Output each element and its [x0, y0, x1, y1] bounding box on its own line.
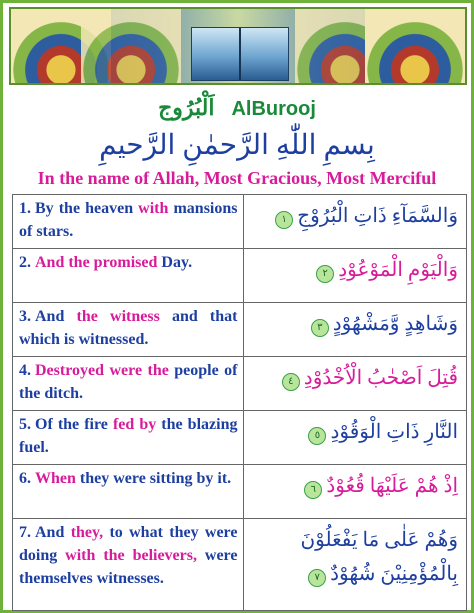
ornament-right: [365, 9, 465, 85]
verse-row: [13, 249, 467, 303]
verse-arabic: [244, 411, 467, 465]
verse-row: [13, 411, 467, 465]
surah-title-latin: AlBurooj: [231, 98, 316, 120]
ayah-end-marker-icon: ١: [275, 211, 293, 229]
header-banner-image: [9, 7, 467, 85]
ayah-end-marker-icon: ٧: [308, 569, 326, 587]
verse-translation: [13, 411, 244, 465]
translation-fragment: Of the fire: [35, 416, 113, 433]
verse-number: 3.: [19, 308, 31, 325]
open-book-image: [191, 27, 289, 81]
arabic-text: اِذْ هُمْ عَلَيْهَا قُعُوْدٌ: [326, 475, 458, 497]
verse-number: 2.: [19, 254, 31, 271]
translation-fragment: the blazing fuel.: [19, 416, 238, 456]
translation-fragment: people of the ditch.: [19, 362, 238, 402]
arabic-text: وَهُمْ عَلٰى مَا يَفْعَلُوْنَ بِالْمُؤْمِنِيْنَ شُهُوْدٌ: [300, 529, 458, 585]
verse-arabic: [244, 357, 467, 411]
verses-table: [12, 194, 467, 611]
verse-translation: [13, 195, 244, 249]
arabic-text: وَالسَّمَآءِ ذَاتِ الْبُرُوْجِ: [297, 205, 458, 227]
ayah-end-marker-icon: ٥: [308, 427, 326, 445]
arabic-text: النَّارِ ذَاتِ الْوَقُوْدِ: [330, 421, 458, 443]
ayah-end-marker-icon: ٣: [311, 319, 329, 337]
translation-fragment: and that which is witnessed.: [19, 308, 238, 348]
ayah-end-marker-icon: ٤: [282, 373, 300, 391]
verse-row: [13, 519, 467, 611]
translation-fragment: they,: [70, 524, 104, 541]
translation-fragment: with: [138, 200, 169, 217]
verse-row: [13, 357, 467, 411]
arabic-text: قُتِلَ اَصْحٰبُ الْاُخْدُوْدِ: [303, 367, 458, 389]
verse-translation: [13, 519, 244, 611]
bismillah-translation: In the name of Allah, Most Gracious, Most Merciful: [37, 168, 437, 188]
translation-fragment: When: [35, 470, 76, 487]
surah-title-arabic: اَلْبُرُوج: [158, 95, 215, 120]
verse-number: 5.: [19, 416, 31, 433]
translation-fragment: By the heaven: [35, 200, 139, 217]
translation-fragment: Destroyed were the: [35, 362, 169, 379]
verse-number: 1.: [19, 200, 31, 217]
translation-fragment: fed by: [112, 416, 157, 433]
arabic-text: وَالْيَوْمِ الْمَوْعُوْدِ: [338, 259, 458, 281]
surah-title: [3, 95, 471, 121]
verse-translation: [13, 357, 244, 411]
translation-fragment: the witness: [76, 308, 160, 325]
translation-fragment: And: [35, 308, 77, 325]
verse-arabic: [244, 303, 467, 357]
verse-row: [13, 195, 467, 249]
translation-fragment: were themselves witnesses.: [19, 547, 238, 587]
translation-fragment: Day.: [157, 254, 193, 271]
verse-translation: [13, 465, 244, 519]
verse-arabic: [244, 249, 467, 303]
verse-arabic: [244, 195, 467, 249]
verse-translation: [13, 249, 244, 303]
ayah-end-marker-icon: ٢: [316, 265, 334, 283]
verse-number: 7.: [19, 524, 31, 541]
verse-number: 6.: [19, 470, 31, 487]
bismillah: بِسمِ اللّٰهِ الرَّحمٰنِ الرَّحيمِ: [99, 130, 375, 161]
translation-fragment: to what they were doing: [19, 524, 238, 564]
verse-arabic: [244, 519, 467, 611]
translation-fragment: mansions of stars.: [19, 200, 238, 240]
verse-row: [13, 465, 467, 519]
verse-translation: [13, 303, 244, 357]
ayah-end-marker-icon: ٦: [304, 481, 322, 499]
verse-number: 4.: [19, 362, 31, 379]
arabic-text: وَشَاهِدٍ وَّمَشْهُوْدٍ: [332, 313, 458, 335]
ornament-left-inner: [81, 9, 181, 85]
verse-arabic: [244, 465, 467, 519]
translation-fragment: they were sitting by it.: [75, 470, 232, 487]
translation-fragment: with the believers,: [65, 547, 197, 564]
translation-fragment: And: [35, 524, 71, 541]
translation-fragment: And the promised: [35, 254, 158, 271]
verse-row: [13, 303, 467, 357]
